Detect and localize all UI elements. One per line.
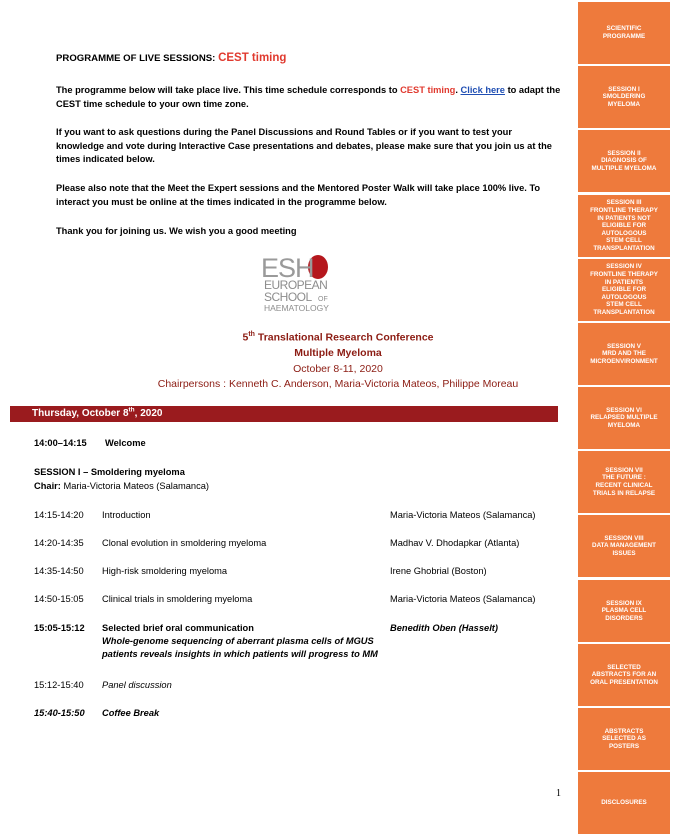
- nav-label-line: MYELOMA: [607, 100, 641, 108]
- nav-label-line: MRD AND THE: [602, 350, 646, 358]
- day-header: Thursday, October 8th, 2020: [10, 406, 558, 422]
- conference-title: 5th Translational Research Conference: [242, 331, 434, 344]
- nav-label: [601, 799, 646, 807]
- schedule-title: Clinical trials in smoldering myeloma: [102, 594, 253, 604]
- esh-logo: [255, 250, 365, 318]
- nav-session-8[interactable]: [578, 515, 670, 577]
- session-chair: Chair: Maria-Victoria Mateos (Salamanca): [34, 481, 210, 491]
- nav-label-line: THE FUTURE :: [602, 474, 646, 482]
- nav-label-line: POSTERS: [608, 742, 640, 750]
- welcome-time: 14:00–14:15: [34, 438, 87, 448]
- nav-label-line: SESSION IV: [606, 263, 642, 271]
- conference-dates: October 8-11, 2020: [293, 363, 383, 375]
- nav-label-line: IN PATIENTS NOT: [597, 214, 651, 222]
- nav-label-line: SESSION III: [606, 199, 642, 207]
- nav-label-line: ORAL PRESENTATION: [590, 678, 658, 686]
- oral-speaker: Benedith Oben (Hasselt): [390, 623, 498, 633]
- intro-paragraph-thanks: Thank you for joining us. We wish you a good meeting: [56, 226, 297, 236]
- session-title: SESSION I – Smoldering myeloma: [34, 467, 185, 477]
- nav-label-line: STEM CELL: [606, 237, 642, 245]
- nav-label-line: SESSION II: [607, 149, 641, 157]
- intro-paragraph-questions: If you want to ask questions during the Panel Discussions and Round Tables or if you want to test your knowledge and vote during Interactive Case presentations and debates, please make sure that you join us at the times indicated below.: [56, 127, 552, 164]
- panel-time: 15:12-15:40: [34, 680, 84, 690]
- nav-label-line: ABSTRACTS FOR AN: [591, 671, 657, 679]
- conference-subtitle: Multiple Myeloma: [294, 347, 382, 359]
- schedule-time: 14:20-14:35: [34, 538, 84, 548]
- schedule-time: 14:35-14:50: [34, 566, 84, 576]
- nav-label: [590, 199, 658, 252]
- nav-label-line: DIAGNOSIS OF: [601, 157, 647, 165]
- nav-label: [602, 600, 647, 623]
- programme-heading: [56, 52, 562, 66]
- nav-label-line: FRONTLINE THERAPY: [590, 271, 658, 279]
- nav-session-4[interactable]: [578, 259, 670, 321]
- nav-label-line: RELAPSED MULTIPLE: [590, 414, 658, 422]
- nav-label-line: SESSION VII: [605, 466, 643, 474]
- click-here-link[interactable]: Click here: [460, 85, 505, 95]
- nav-label-line: SESSION I: [608, 85, 640, 93]
- nav-label-line: SCIENTIFIC: [606, 25, 642, 33]
- nav-label-line: ABSTRACTS: [604, 727, 644, 735]
- nav-label: [592, 535, 656, 558]
- nav-oral-abstracts[interactable]: [578, 644, 670, 706]
- oral-abstract-line1: Whole-genome sequencing of aberrant plasma cells of MGUS: [102, 636, 374, 646]
- nav-label-line: RECENT CLINICAL: [595, 482, 653, 489]
- nav-label-line: DISCLOSURES: [601, 799, 647, 807]
- nav-label-line: TRIALS IN RELAPSE: [592, 489, 656, 497]
- logo-school: SCHOOL: [264, 290, 312, 304]
- nav-poster-abstracts[interactable]: [578, 708, 670, 770]
- welcome-label: Welcome: [105, 438, 146, 448]
- nav-label: [590, 263, 658, 316]
- schedule-speaker: Madhav V. Dhodapkar (Atlanta): [390, 538, 520, 548]
- panel-title: Panel discussion: [102, 680, 172, 690]
- nav-label-line: AUTOLOGOUS: [601, 293, 647, 301]
- oral-title: Selected brief oral communication: [102, 623, 254, 633]
- nav-label: [590, 343, 658, 366]
- nav-label-line: STEM CELL: [606, 301, 642, 309]
- nav-label-line: FRONTLINE THERAPY: [590, 207, 658, 215]
- nav-label: [593, 467, 655, 497]
- nav-label-line: DISORDERS: [605, 614, 643, 622]
- conference-chairs: Chairpersons : Kenneth C. Anderson, Maria-Victoria Mateos, Philippe Moreau: [157, 378, 519, 390]
- nav-label-line: PLASMA CELL: [601, 607, 647, 615]
- nav-label: [603, 25, 645, 40]
- nav-label-line: IN PATIENTS: [604, 278, 644, 286]
- intro-paragraph-timing: The programme below will take place live. This time schedule corresponds to CEST timing. Click here to adapt the CEST time schedule to your own time zone.: [56, 85, 561, 109]
- nav-label-line: ISSUES: [612, 549, 636, 557]
- logo-european: EUROPEAN: [264, 278, 328, 292]
- nav-label-line: AUTOLOGOUS: [601, 229, 647, 237]
- nav-label-line: SMOLDERING: [602, 93, 646, 101]
- nav-label-line: SESSION VIII: [604, 534, 644, 542]
- logo-haematology: HAEMATOLOGY: [264, 303, 329, 313]
- nav-label-line: SELECTED: [607, 663, 641, 671]
- nav-session-9[interactable]: [578, 580, 670, 642]
- nav-label-line: SESSION VI: [606, 406, 642, 414]
- nav-label-line: MICROENVIRONMENT: [590, 357, 658, 365]
- oral-abstract-line2: patients reveals insights in which patients will progress to MM: [102, 649, 378, 659]
- nav-label-line: ELIGIBLE FOR: [601, 286, 647, 294]
- nav-label-line: MYELOMA: [607, 421, 641, 429]
- nav-label: [592, 150, 657, 173]
- nav-label-line: SESSION V: [607, 342, 641, 350]
- schedule-time: 14:15-14:20: [34, 510, 84, 520]
- intro-paragraph-live: Please also note that the Meet the Expert sessions and the Mentored Poster Walk will take place 100% live. To interact you must be online at the times indicated in the programme below.: [56, 183, 541, 207]
- coffee-time: 15:40-15:50: [34, 708, 85, 718]
- coffee-title: Coffee Break: [102, 708, 160, 718]
- heading-accent: CEST timing: [218, 52, 287, 64]
- oral-time: 15:05-15:12: [34, 623, 85, 633]
- nav-session-2[interactable]: [578, 130, 670, 192]
- nav-label-line: SESSION IX: [606, 599, 642, 607]
- nav-session-6[interactable]: [578, 387, 670, 449]
- schedule-speaker: Maria-Victoria Mateos (Salamanca): [390, 510, 536, 520]
- nav-label: [603, 86, 646, 109]
- nav-session-7[interactable]: [578, 451, 670, 513]
- schedule-title: Clonal evolution in smoldering myeloma: [102, 538, 267, 548]
- schedule-time: 14:50-15:05: [34, 594, 84, 604]
- nav-label: [590, 664, 658, 687]
- nav-label-line: TRANSPLANTATION: [593, 244, 655, 252]
- nav-label-line: DATA MANAGEMENT: [592, 542, 656, 550]
- nav-session-3[interactable]: [578, 195, 670, 257]
- nav-scientific-programme[interactable]: [578, 2, 670, 64]
- logo-of: OF: [318, 296, 328, 303]
- nav-label-line: MULTIPLE MYELOMA: [591, 164, 657, 172]
- nav-label-line: SELECTED AS: [602, 735, 646, 743]
- page-number: 1: [556, 788, 561, 799]
- schedule-speaker: Maria-Victoria Mateos (Salamanca): [390, 594, 536, 604]
- nav-label-line: PROGRAMME: [602, 33, 646, 40]
- schedule-title: Introduction: [102, 510, 151, 520]
- heading-text: PROGRAMME OF LIVE SESSIONS:: [56, 53, 216, 64]
- logo-esh: ESH: [261, 253, 314, 283]
- schedule-speaker: Irene Ghobrial (Boston): [390, 566, 487, 576]
- nav-disclosures[interactable]: [578, 772, 670, 834]
- nav-session-1[interactable]: [578, 66, 670, 128]
- nav-label: [590, 407, 657, 430]
- nav-session-5[interactable]: [578, 323, 670, 385]
- nav-label: [602, 728, 646, 751]
- session-nav-sidebar: [578, 0, 670, 836]
- nav-label-line: TRANSPLANTATION: [593, 308, 655, 316]
- schedule-title: High-risk smoldering myeloma: [102, 566, 228, 576]
- esh-logo-mark: [255, 250, 365, 318]
- nav-label-line: ELIGIBLE FOR: [601, 222, 647, 230]
